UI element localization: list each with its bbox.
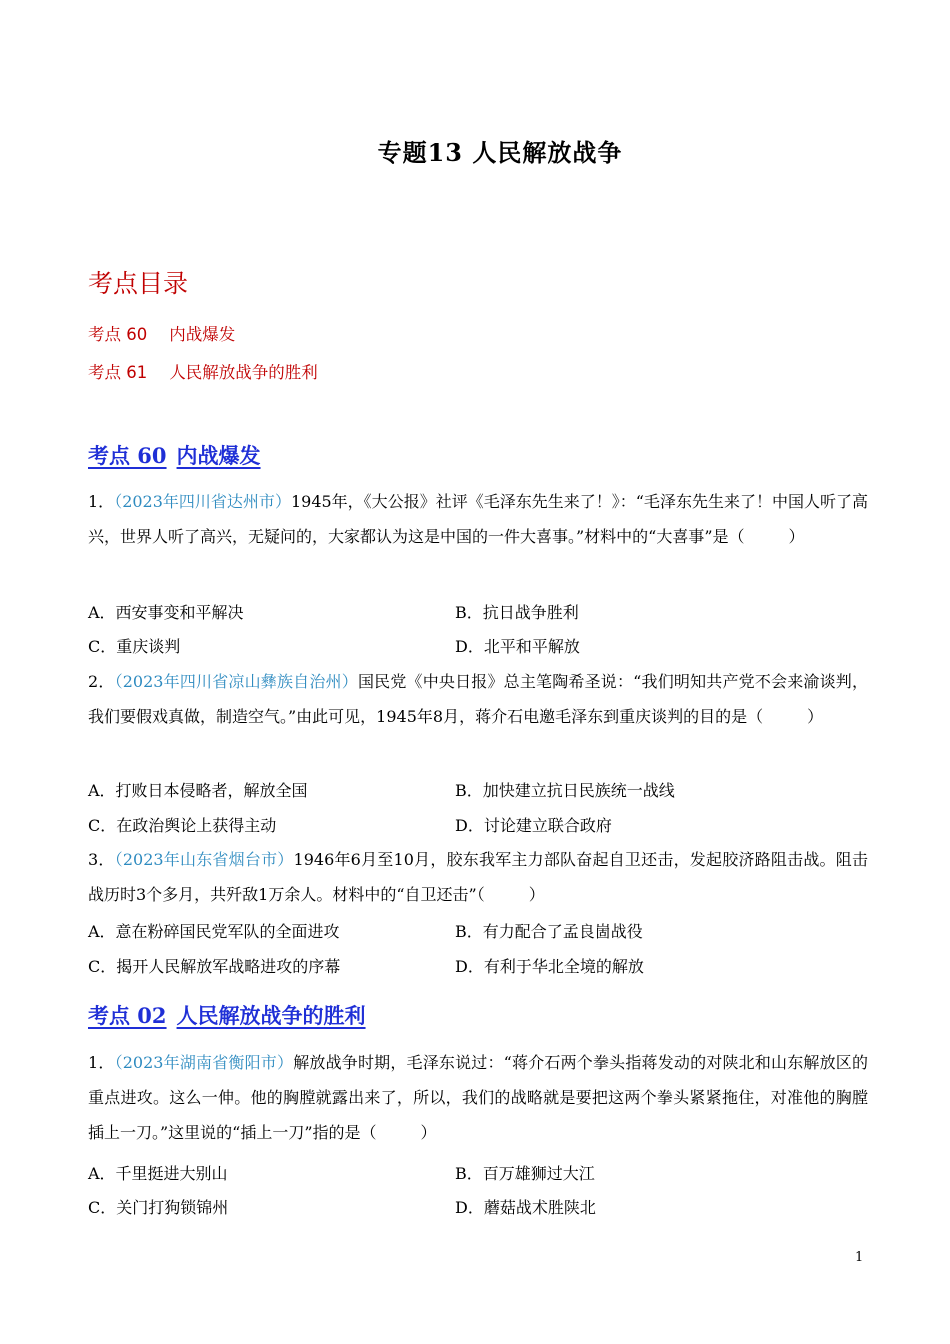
question-source: （2023年四川省达州市） bbox=[114, 492, 291, 511]
section-text: 人民解放战争的胜利 bbox=[176, 1003, 366, 1028]
page-title: 专题13 人民解放战争 bbox=[377, 138, 623, 167]
question-stem: 解放战争时期，毛泽东说过：“蒋介石两个拳头指蒋发动的对陕北和山东解放区的重点进攻。这么一伸。他的胸膛就露出来了，所以，我们的战略就是要把这两个拳头紧紧拖住，对准他的胸膛插上一刀。”这里说的“插上一刀”指的是（ bbox=[88, 1053, 868, 1142]
question-number: 3． bbox=[88, 850, 115, 869]
toc-item-61[interactable] bbox=[88, 359, 318, 383]
option-a[interactable]: A．千里挺进大别山 bbox=[88, 1164, 228, 1183]
option-c[interactable]: C．关门打狗锁锦州 bbox=[88, 1198, 229, 1217]
option-a[interactable]: A．意在粉碎国民党军队的全面进攻 bbox=[88, 922, 340, 941]
toc-item-60[interactable] bbox=[88, 321, 235, 345]
question-number: 1． bbox=[88, 1053, 115, 1072]
option-a[interactable]: A．打败日本侵略者，解放全国 bbox=[88, 781, 308, 800]
question-1 bbox=[88, 1045, 868, 1150]
option-c[interactable]: C．在政治舆论上获得主动 bbox=[88, 816, 277, 835]
question-number: 2． bbox=[88, 672, 115, 691]
question-stem-end: ） bbox=[420, 1123, 437, 1142]
section-heading-60[interactable] bbox=[88, 440, 261, 470]
option-b[interactable]: B．加快建立抗日民族统一战线 bbox=[455, 781, 675, 800]
option-d[interactable]: D．北平和平解放 bbox=[455, 637, 580, 656]
question-stem-end: ） bbox=[528, 885, 545, 904]
question-stem-end: ） bbox=[788, 527, 805, 546]
question-source: （2023年山东省烟台市） bbox=[114, 850, 294, 869]
section-text: 内战爆发 bbox=[176, 443, 261, 468]
option-b[interactable]: B．抗日战争胜利 bbox=[455, 603, 579, 622]
section-label: 考点 60 bbox=[88, 443, 167, 468]
option-b[interactable]: B．有力配合了孟良崮战役 bbox=[455, 922, 643, 941]
option-a[interactable]: A．西安事变和平解决 bbox=[88, 603, 244, 622]
section-label: 考点 02 bbox=[88, 1003, 167, 1028]
option-d[interactable]: D．讨论建立联合政府 bbox=[455, 816, 612, 835]
toc-item-label: 考点 61 bbox=[88, 363, 148, 382]
question-2 bbox=[88, 664, 868, 734]
page-number: 1 bbox=[855, 1250, 864, 1265]
question-number: 1． bbox=[88, 492, 115, 511]
question-stem: 1945年，《大公报》社评《毛泽东先生来了！》：“毛泽东先生来了！中国人听了高兴，世界人听了高兴，无疑问的，大家都认为这是中国的一件大喜事。”材料中的“大喜事”是（ bbox=[88, 492, 868, 546]
section-heading-02[interactable] bbox=[88, 1000, 366, 1030]
option-c[interactable]: C．揭开人民解放军战略进攻的序幕 bbox=[88, 957, 341, 976]
option-d[interactable]: D．蘑菇战术胜陕北 bbox=[455, 1198, 596, 1217]
question-1 bbox=[88, 484, 868, 554]
option-c[interactable]: C．重庆谈判 bbox=[88, 637, 181, 656]
question-stem-end: ） bbox=[807, 707, 824, 726]
toc-item-text: 人民解放战争的胜利 bbox=[169, 363, 318, 382]
toc-item-text: 内战爆发 bbox=[169, 325, 236, 344]
option-b[interactable]: B．百万雄狮过大江 bbox=[455, 1164, 595, 1183]
question-stem: 1946年6月至10月，胶东我军主力部队奋起自卫还击，发起胶济路阻击战。阻击战历时3个多月，共歼敌1万余人。材料中的“自卫还击”（ bbox=[88, 850, 868, 904]
toc-item-label: 考点 60 bbox=[88, 325, 148, 344]
toc-heading: 考点目录 bbox=[88, 269, 189, 298]
question-3 bbox=[88, 842, 868, 912]
question-source: （2023年四川省凉山彝族自治州） bbox=[114, 672, 358, 691]
question-source: （2023年湖南省衡阳市） bbox=[114, 1053, 294, 1072]
question-stem: 国民党《中央日报》总主笔陶希圣说：“我们明知共产党不会来渝谈判，我们要假戏真做，制造空气。”由此可见，1945年8月，蒋介石电邀毛泽东到重庆谈判的目的是（ bbox=[88, 672, 868, 726]
option-d[interactable]: D．有利于华北全境的解放 bbox=[455, 957, 644, 976]
